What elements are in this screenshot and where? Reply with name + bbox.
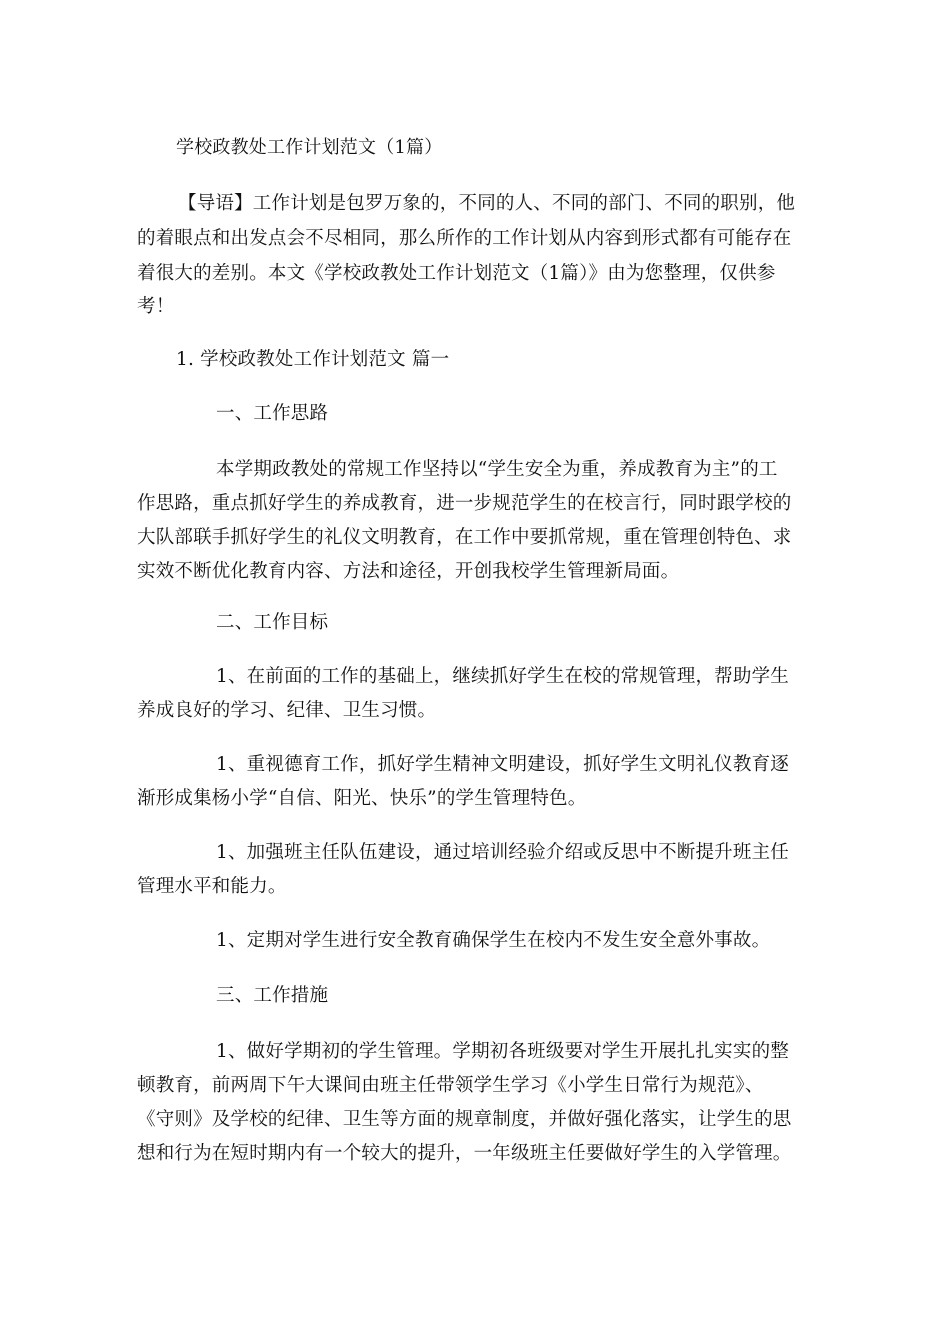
document-title: 学校政教处工作计划范文（1篇）: [176, 137, 443, 158]
paragraph-line: 想和行为在短时期内有一个较大的提升，一年级班主任要做好学生的入学管理。: [137, 1143, 792, 1164]
paragraph-line: 1、定期对学生进行安全教育确保学生在校内不发生安全意外事故。: [216, 930, 771, 951]
intro-line: 的着眼点和出发点会不尽相同，那么所作的工作计划从内容到形式都有可能存在: [137, 228, 792, 249]
paragraph-line: 管理水平和能力。: [137, 876, 287, 897]
paragraph-line: 大队部联手抓好学生的礼仪文明教育，在工作中要抓常规，重在管理创特色、求: [137, 527, 792, 548]
paragraph-line: 养成良好的学习、纪律、卫生习惯。: [137, 700, 437, 721]
intro-line: 着很大的差别。本文《学校政教处工作计划范文（1篇）》由为您整理，仅供参: [137, 263, 776, 284]
section-heading: 二、工作目标: [216, 612, 329, 633]
paragraph-line: 《守则》及学校的纪律、卫生等方面的规章制度，并做好强化落实，让学生的思: [137, 1109, 792, 1130]
paragraph-line: 作思路，重点抓好学生的养成教育，进一步规范学生的在校言行，同时跟学校的: [137, 493, 792, 514]
paragraph-line: 1、加强班主任队伍建设，通过培训经验介绍或反思中不断提升班主任: [216, 842, 789, 863]
paragraph-line: 1、做好学期初的学生管理。学期初各班级要对学生开展扎扎实实的整: [216, 1041, 789, 1062]
intro-line: 考！: [137, 296, 175, 317]
intro-line: 【导语】工作计划是包罗万象的，不同的人、不同的部门、不同的职别，他: [178, 193, 796, 214]
paragraph-line: 实效不断优化教育内容、方法和途径，开创我校学生管理新局面。: [137, 561, 680, 582]
paragraph-line: 1、重视德育工作，抓好学生精神文明建设，抓好学生文明礼仪教育逐: [216, 754, 789, 775]
article-heading: 1. 学校政教处工作计划范文 篇一: [176, 349, 450, 370]
paragraph-line: 本学期政教处的常规工作坚持以“学生安全为重，养成教育为主”的工: [216, 459, 778, 480]
section-heading: 三、工作措施: [216, 985, 329, 1006]
paragraph-line: 顿教育，前两周下午大课间由班主任带领学生学习《小学生日常行为规范》、: [137, 1075, 764, 1096]
paragraph-line: 渐形成集杨小学“自信、阳光、快乐”的学生管理特色。: [137, 788, 587, 809]
section-heading: 一、工作思路: [216, 403, 329, 424]
paragraph-line: 1、在前面的工作的基础上，继续抓好学生在校的常规管理，帮助学生: [216, 666, 789, 687]
